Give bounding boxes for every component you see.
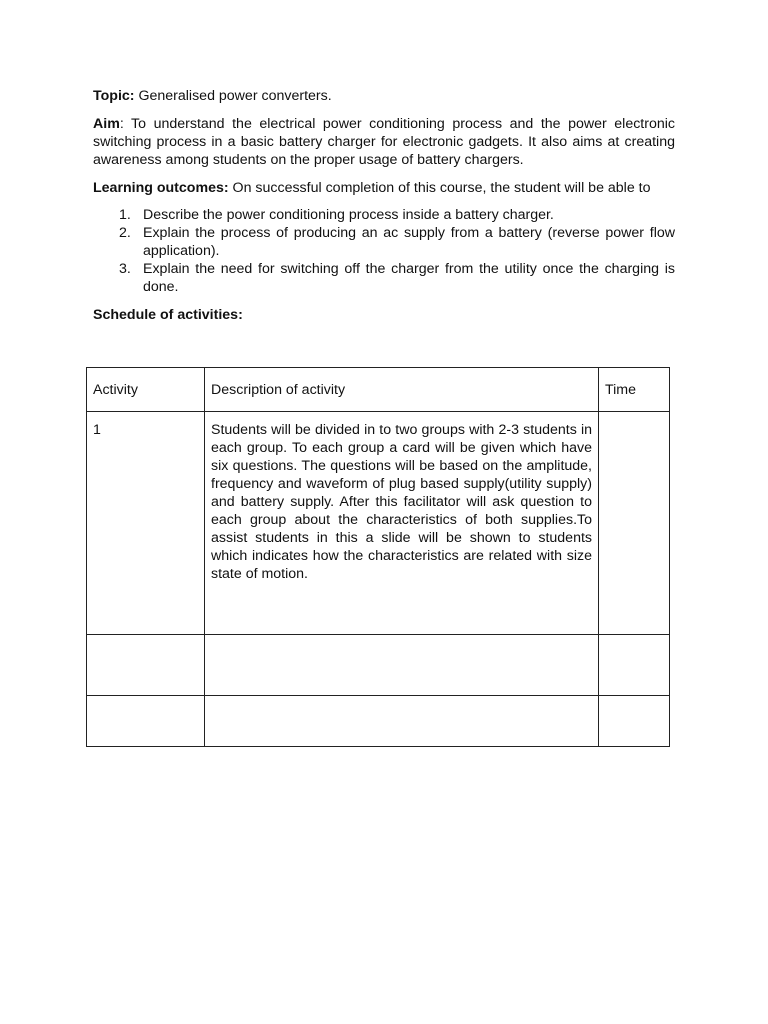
table-row: [87, 412, 670, 635]
list-item-text: Explain the need for switching off the charger from the utility once the charging is done.: [143, 261, 675, 295]
list-item: [93, 224, 675, 260]
cell-activity: 1: [87, 412, 205, 635]
column-header-activity: Activity: [87, 368, 205, 412]
cell-time: [599, 412, 670, 635]
table-header-row: [87, 368, 670, 412]
cell-activity: [87, 635, 205, 696]
schedule-table: [86, 367, 670, 747]
learning-outcomes-label: Learning outcomes:: [93, 180, 229, 196]
learning-outcomes-paragraph: [93, 179, 675, 197]
list-item: [93, 260, 675, 296]
topic-text: Generalised power converters.: [134, 88, 332, 104]
cell-description: [205, 635, 599, 696]
table-row: [87, 635, 670, 696]
cell-description: Students will be divided in to two groups with 2-3 students in each group. To each group a card will be given which have six questions. The questions will be based on the amplitude, frequency and waveform of plug based supply(utility supply) and battery supply. After this facilitator will ask question to each group about the characteristics of both supplies.To assist students in this a slide will be shown to students which indicates how the characteristics are related with size state of motion.: [205, 412, 599, 635]
list-item-text: Describe the power conditioning process inside a battery charger.: [143, 207, 554, 223]
schedule-heading: Schedule of activities:: [93, 307, 243, 323]
column-header-description: Description of activity: [205, 368, 599, 412]
topic-line: [93, 87, 675, 105]
aim-label: Aim: [93, 116, 120, 132]
cell-description: [205, 696, 599, 747]
table-row: [87, 696, 670, 747]
aim-text: : To understand the electrical power conditioning process and the power electronic switching process in a basic battery charger for electronic gadgets. It also aims at creating awareness among students on the proper usage of battery chargers.: [93, 116, 675, 168]
cell-activity: [87, 696, 205, 747]
topic-label: Topic:: [93, 88, 135, 104]
list-item-number: 2.: [119, 225, 131, 241]
column-header-time: Time: [599, 368, 670, 412]
list-item-number: 1.: [119, 207, 131, 223]
cell-time: [599, 696, 670, 747]
list-item: [93, 206, 675, 224]
document-body: [93, 87, 675, 324]
learning-outcomes-text: On successful completion of this course, the student will be able to: [228, 180, 651, 196]
list-item-number: 3.: [119, 261, 131, 277]
cell-time: [599, 635, 670, 696]
list-item-text: Explain the process of producing an ac supply from a battery (reverse power flow application).: [143, 225, 675, 259]
learning-outcomes-list: [93, 206, 675, 296]
aim-paragraph: [93, 115, 675, 169]
